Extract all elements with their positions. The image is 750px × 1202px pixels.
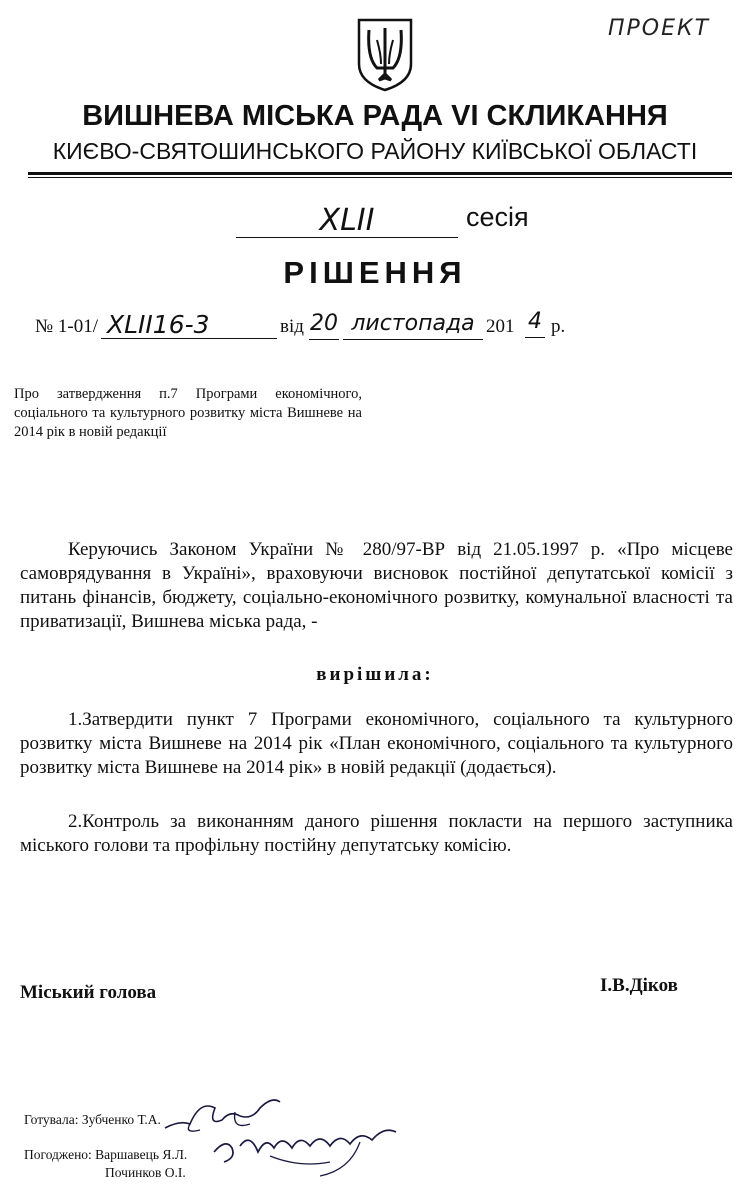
header-divider <box>28 172 732 175</box>
council-title: ВИШНЕВА МІСЬКА РАДА VI СКЛИКАННЯ <box>82 100 668 132</box>
item-2-text: 2.Контроль за виконанням даного рішення покласти на першого заступника міського голови та профільну постійну депутатську комісію. <box>20 811 733 856</box>
prepared-by: Готувала: Зубченко Т.А. <box>24 1112 161 1127</box>
district-subtitle: КИЄВО-СВЯТОШИНСЬКОГО РАЙОНУ КИЇВСЬКОЇ ОБЛАСТІ <box>52 138 698 164</box>
agreed-signature-icon <box>210 1112 420 1180</box>
resolved-heading: вирішила: <box>316 664 434 685</box>
session-label: сесія <box>466 202 529 232</box>
year-prefix: 201 <box>486 316 515 337</box>
session-number: XLII <box>236 203 458 238</box>
decision-number-prefix: № 1-01/ <box>35 316 98 337</box>
year-suffix: 4 <box>525 309 545 338</box>
preamble-text: Керуючись Законом України № 280/97-ВР від 21.05.1997 р. «Про місцеве самоврядування в Україні», враховуючи висновок постійної депутатської комісії з питань фінансів, бюджету, соціально-економічного розвитку, комунальної власності та приватизації, Вишнева міська рада, - <box>20 539 733 632</box>
decision-subject: Про затвердження п.7 Програми економічного, соціального та культурного розвитку міста Вишневе на 2014 рік в новій редакції <box>14 386 362 440</box>
year-unit: р. <box>551 316 566 337</box>
date-month: листопада <box>343 311 483 340</box>
date-from-label: від <box>280 316 304 337</box>
agreed-by-second: Починков О.І. <box>105 1165 186 1180</box>
agreed-by: Погоджено: Варшавець Я.Л. <box>24 1147 188 1162</box>
item-1-paragraph <box>20 708 733 780</box>
decision-number: XLII16-3 <box>101 310 277 339</box>
preamble-paragraph <box>20 538 733 634</box>
trident-emblem-icon <box>357 18 413 92</box>
draft-stamp: ПРОЕКТ <box>608 16 711 41</box>
date-day: 20 <box>309 311 339 340</box>
header-divider-thin <box>28 177 732 178</box>
decision-title: РІШЕННЯ <box>283 255 467 290</box>
item-2-paragraph <box>20 810 733 858</box>
mayor-title: Міський голова <box>20 982 157 1003</box>
item-1-text: 1.Затвердити пункт 7 Програми економічного, соціального та культурного розвитку міста Вишневе на 2014 рік «План економічного, соціального та культурного розвитку міста Вишневе на 2014 рік» в новій редакції (додається). <box>20 709 733 778</box>
mayor-name: І.В.Діков <box>600 975 678 996</box>
